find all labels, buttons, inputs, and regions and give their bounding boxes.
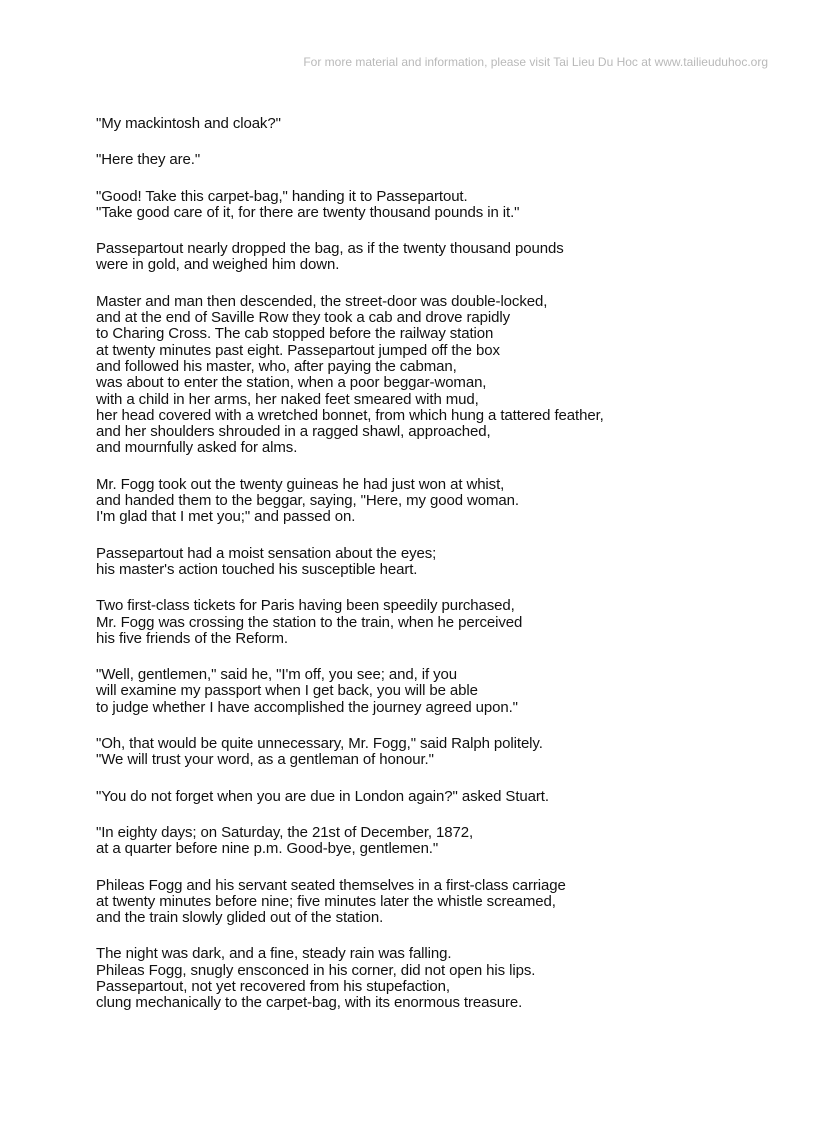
- text-line: The night was dark, and a fine, steady rain was falling.: [96, 945, 452, 963]
- text-line: "We will trust your word, as a gentleman of honour.": [96, 751, 434, 769]
- text-line: "Well, gentlemen," said he, "I'm off, you see; and, if you: [96, 666, 458, 684]
- text-line: and the train slowly glided out of the station.: [96, 909, 384, 927]
- text-line: Two first-class tickets for Paris having been speedily purchased,: [96, 597, 515, 615]
- text-line: Mr. Fogg took out the twenty guineas he had just won at whist,: [96, 475, 505, 493]
- text-line: and handed them to the beggar, saying, "Here, my good woman.: [96, 492, 519, 510]
- paragraph: [96, 598, 776, 647]
- text-line: and at the end of Saville Row they took a cab and drove rapidly: [96, 309, 510, 327]
- text-line: clung mechanically to the carpet-bag, with its enormous treasure.: [96, 994, 523, 1012]
- text-line: to Charing Cross. The cab stopped before the railway station: [96, 325, 494, 343]
- text-line: Master and man then descended, the street-door was double-locked,: [96, 292, 548, 310]
- text-line: to judge whether I have accomplished the journey agreed upon.": [96, 698, 518, 716]
- body-text: [96, 116, 776, 1032]
- text-line: Passepartout, not yet recovered from his stupefaction,: [96, 977, 450, 995]
- text-line: "Take good care of it, for there are twenty thousand pounds in it.": [96, 203, 520, 221]
- text-line: and followed his master, who, after paying the cabman,: [96, 357, 457, 375]
- paragraph: [96, 546, 776, 579]
- text-line: Phileas Fogg, snugly ensconced in his corner, did not open his lips.: [96, 961, 536, 979]
- text-line: at twenty minutes past eight. Passepartout jumped off the box: [96, 341, 500, 359]
- text-line: were in gold, and weighed him down.: [96, 256, 340, 274]
- text-line: her head covered with a wretched bonnet, from which hung a tattered feather,: [96, 406, 604, 424]
- text-line: with a child in her arms, her naked feet smeared with mud,: [96, 390, 479, 408]
- text-line: at a quarter before nine p.m. Good-bye, gentlemen.": [96, 840, 439, 858]
- text-line: Passepartout had a moist sensation about the eyes;: [96, 544, 437, 562]
- text-line: at twenty minutes before nine; five minutes later the whistle screamed,: [96, 892, 556, 910]
- text-line: I'm glad that I met you;" and passed on.: [96, 508, 356, 526]
- text-line: Mr. Fogg was crossing the station to the train, when he perceived: [96, 613, 523, 631]
- text-line: "In eighty days; on Saturday, the 21st of December, 1872,: [96, 823, 474, 841]
- paragraph: [96, 825, 776, 858]
- text-line: will examine my passport when I get back, you will be able: [96, 682, 478, 700]
- paragraph: [96, 946, 776, 1011]
- text-line: his master's action touched his susceptible heart.: [96, 560, 418, 578]
- paragraph: [96, 736, 776, 769]
- paragraph: [96, 294, 776, 457]
- text-line: and mournfully asked for alms.: [96, 439, 298, 457]
- text-line: "My mackintosh and cloak?": [96, 115, 281, 132]
- header-note: For more material and information, please visit Tai Lieu Du Hoc at www.tailieuduhoc.org: [303, 55, 768, 69]
- paragraph: [96, 116, 776, 132]
- paragraph: [96, 789, 776, 805]
- text-line: Passepartout nearly dropped the bag, as if the twenty thousand pounds: [96, 240, 564, 258]
- text-line: and her shoulders shrouded in a ragged shawl, approached,: [96, 423, 491, 441]
- text-line: "Good! Take this carpet-bag," handing it to Passepartout.: [96, 187, 468, 205]
- text-line: "You do not forget when you are due in London again?" asked Stuart.: [96, 787, 549, 805]
- paragraph: [96, 878, 776, 927]
- text-line: was about to enter the station, when a poor beggar-woman,: [96, 374, 487, 392]
- paragraph: [96, 189, 776, 222]
- paragraph: [96, 241, 776, 274]
- text-line: his five friends of the Reform.: [96, 629, 288, 647]
- paragraph: [96, 667, 776, 716]
- text-line: "Oh, that would be quite unnecessary, Mr. Fogg," said Ralph politely.: [96, 735, 543, 753]
- paragraph: [96, 477, 776, 526]
- text-line: Phileas Fogg and his servant seated themselves in a first-class carriage: [96, 876, 566, 894]
- text-line: "Here they are.": [96, 151, 201, 169]
- paragraph: [96, 152, 776, 168]
